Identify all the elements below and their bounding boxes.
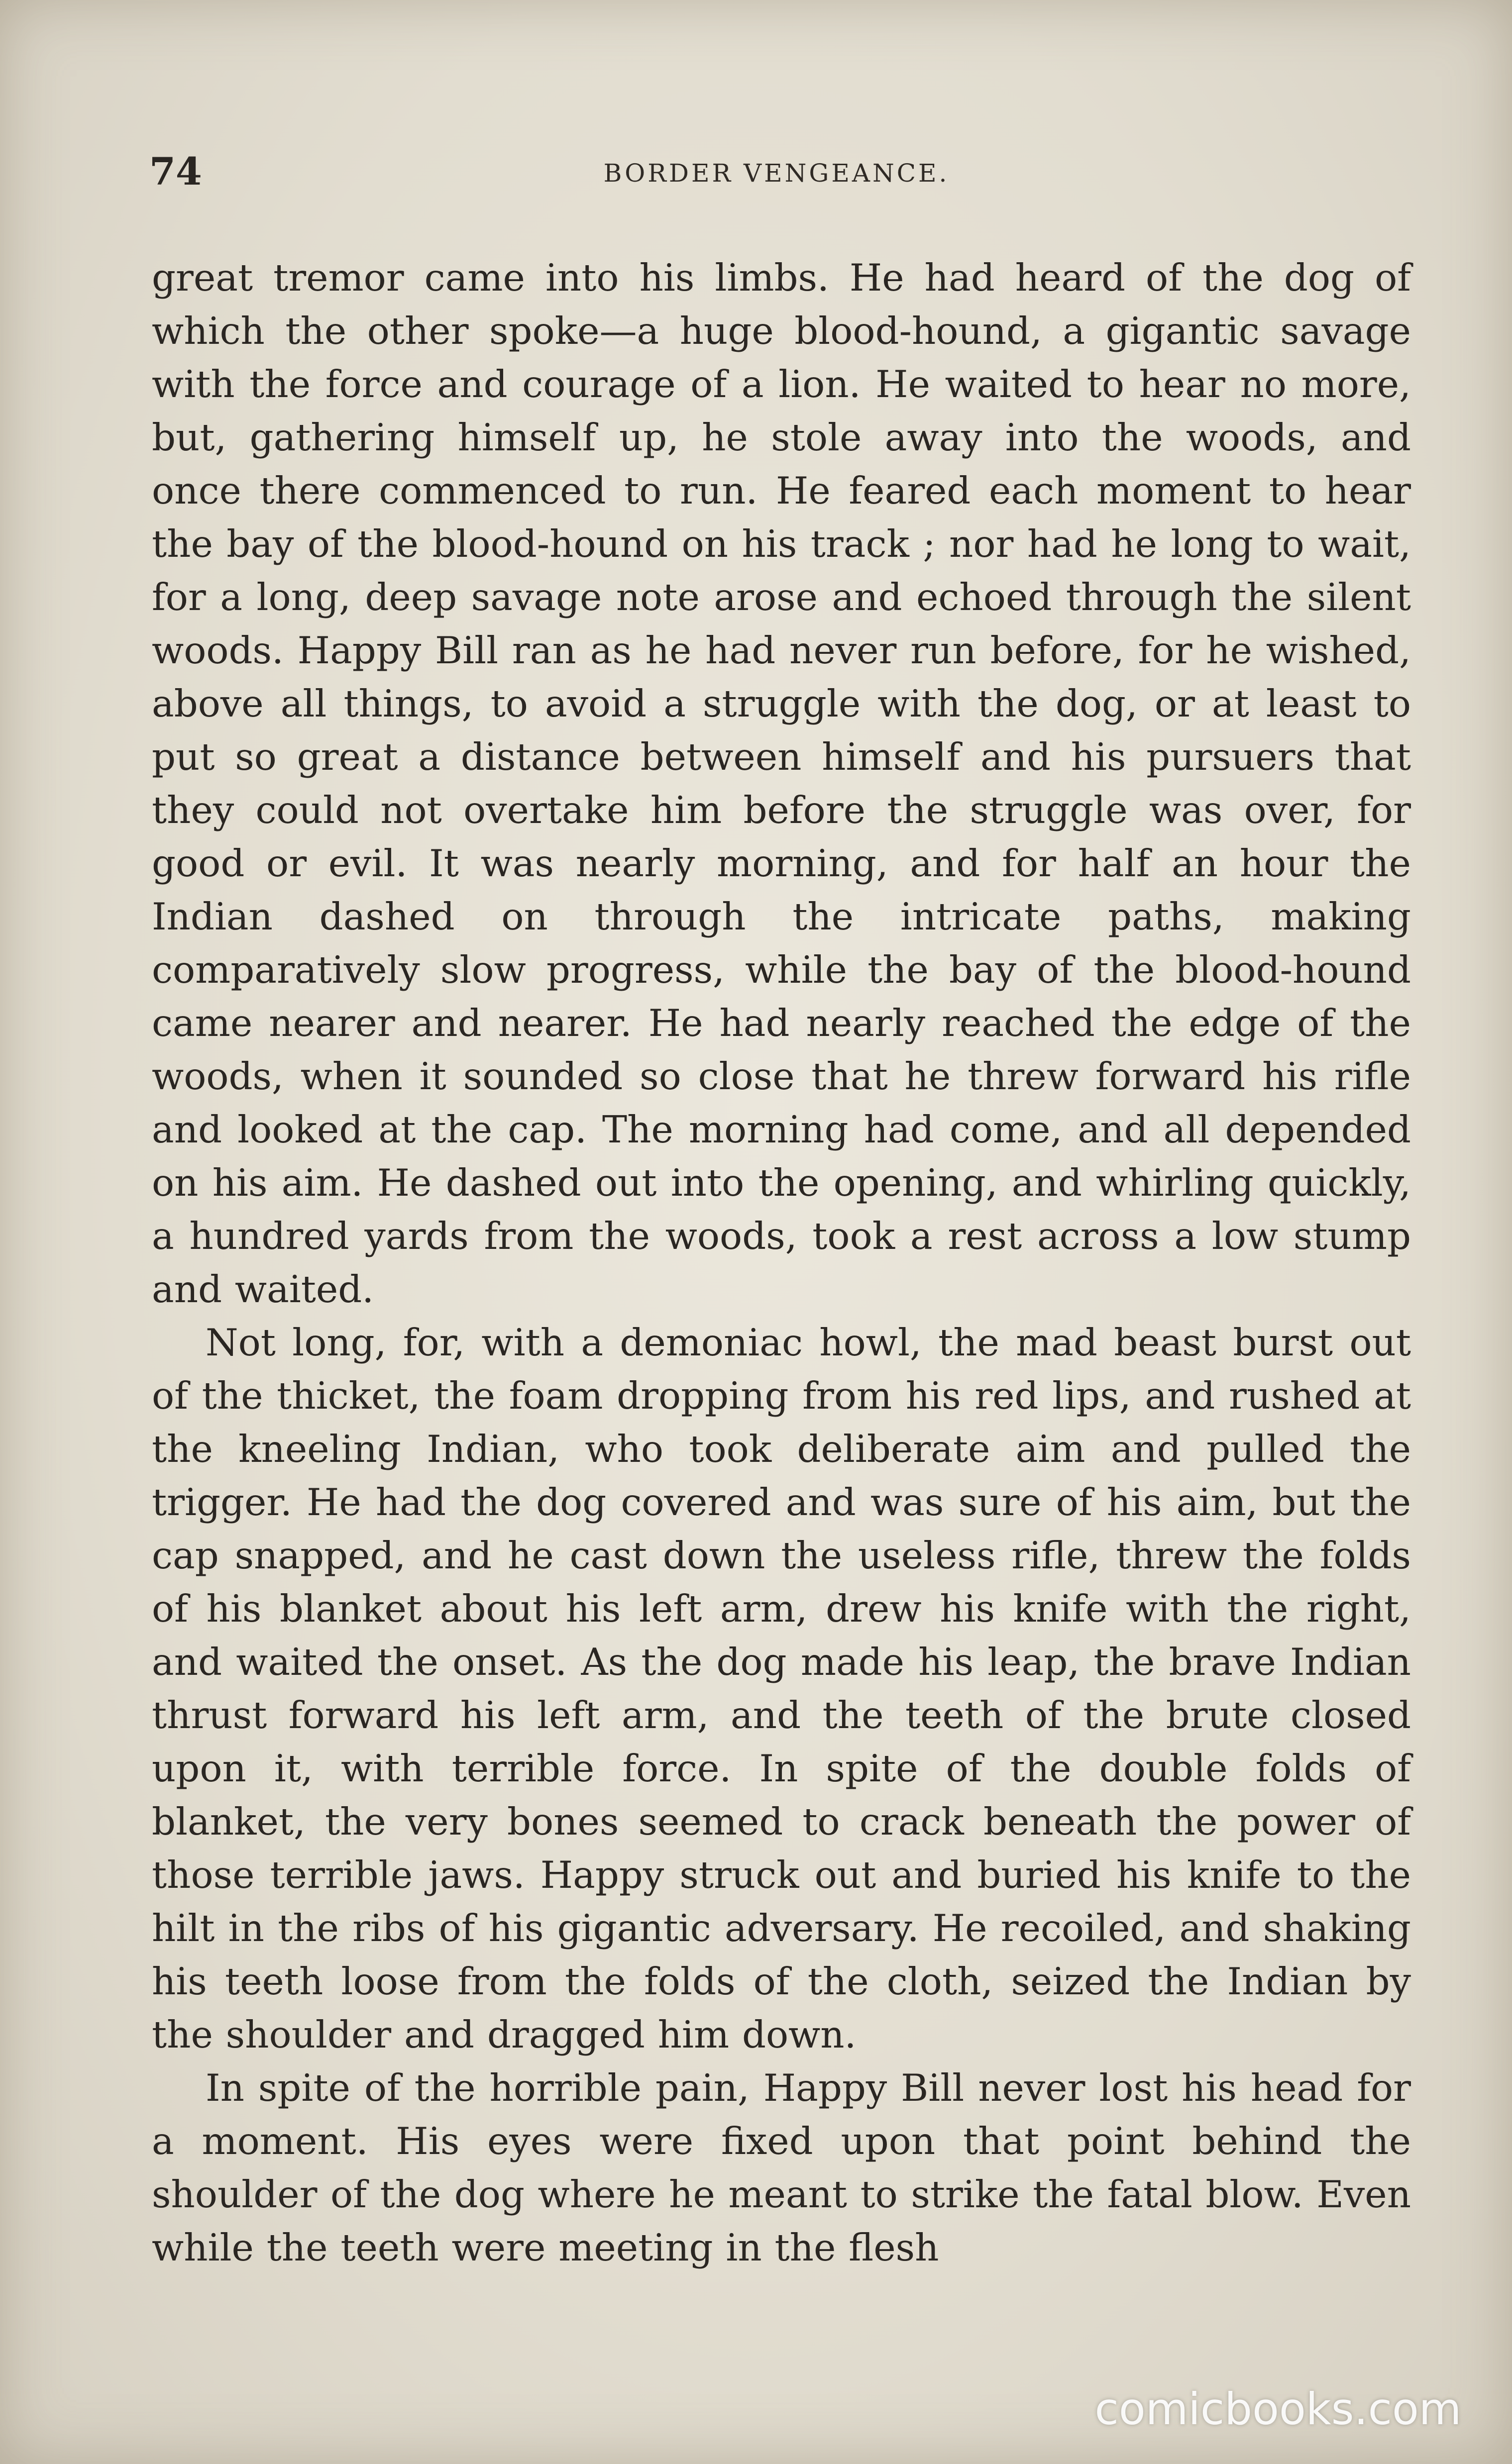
body-text: [152, 251, 1411, 2274]
page-number: 74: [149, 149, 202, 194]
paragraph-1: great tremor came into his limbs. He had heard of the dog of which the other spoke—a huge blood-hound, a gigantic savage with the force and courage of a lion. He waited to hear no more, but, gathering himself up, he stole away into the woods, and once there commenced to run. He feared each moment to hear the bay of the blood-hound on his track ; nor had he long to wait, for a long, deep savage note arose and echoed through the silent woods. Happy Bill ran as he had never run before, for he wished, above all things, to avoid a struggle with the dog, or at least to put so great a distance between himself and his pursuers that they could not overtake him before the struggle was over, for good or evil. It was nearly morning, and for half an hour the Indian dashed on through the intricate paths, making comparatively slow progress, while the bay of the blood-hound came nearer and nearer. He had nearly reached the edge of the woods, when it sounded so close that he threw forward his rifle and looked at the cap. The morning had come, and all depended on his aim. He dashed out into the opening, and whirling quickly, a hundred yards from the woods, took a rest across a low stump and waited.: [152, 256, 1411, 1311]
running-head: BORDER VENGEANCE.: [603, 159, 950, 188]
paragraph-2: Not long, for, with a demoniac howl, the mad beast burst out of the thicket, the foam dropping from his red lips, and rushed at the kneeling Indian, who took deliberate aim and pulled the trigger. He had the dog covered and was sure of his aim, but the cap snapped, and he cast down the useless rifle, threw the folds of his blanket about his left arm, drew his knife with the right, and waited the onset. As the dog made his leap, the brave Indian thrust forward his left arm, and the teeth of the brute closed upon it, with terrible force. In spite of the double folds of blanket, the very bones seemed to crack beneath the power of those terrible jaws. Happy struck out and buried his knife to the hilt in the ribs of his gigantic adversary. He recoiled, and shaking his teeth loose from the folds of the cloth, seized the Indian by the shoulder and dragged him down.: [152, 1321, 1411, 2056]
paragraph-3: In spite of the horrible pain, Happy Bill never lost his head for a moment. His eyes were fixed upon that point behind the shoulder of the dog where he meant to strike the fatal blow. Even while the teeth were meeting in the flesh: [152, 2066, 1411, 2269]
page-header: [149, 149, 1404, 194]
watermark-text: comicbooks.com: [1094, 2383, 1462, 2435]
watermark: [1079, 2379, 1477, 2439]
